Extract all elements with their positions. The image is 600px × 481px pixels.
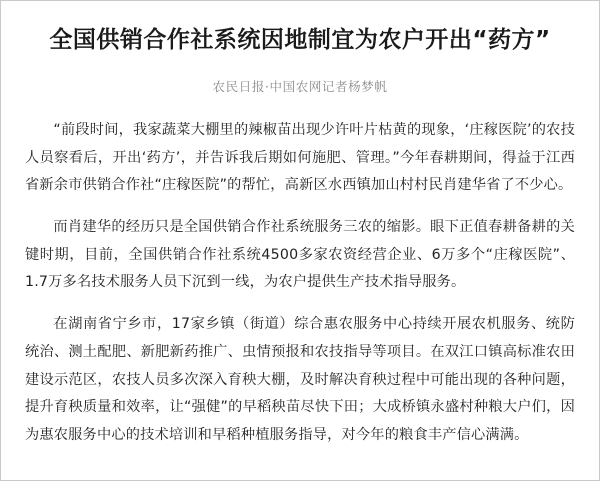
byline bbox=[25, 76, 575, 95]
byline-outlet: 中国农网记者 bbox=[269, 79, 349, 95]
article-paragraph: 而肖建华的经历只是全国供销合作社系统服务三农的缩影。眼下正值春耕备耕的关键时期，目前，全国供销合作社系统4500多家农资经营企业、6万多个“庄稼医院”、1.7万多名技术服务人员下沉到一线，为农户提供生产技术指导服务。 bbox=[25, 219, 575, 291]
byline-author: 杨梦帆 bbox=[348, 79, 388, 95]
page-title: 全国供销合作社系统因地制宜为农户开出“药方” bbox=[49, 27, 551, 53]
article-paragraph: 在湖南省宁乡市，17家乡镇（街道）综合惠农服务中心持续开展农机服务、统防统治、测土配肥、新肥新药推广、虫情预报和农技指导等项目。在双江口镇高标准农田建设示范区，农技人员多次深入育秧大棚，及时解决育秧过程中可能出现的各种问题，提升育秧质量和效率，让“强健”的早稻秧苗尽快下田；大成桥镇永盛村种粮大户们，因为惠农服务中心的技术培训和早稻种植服务指导，对今年的粮食丰产信心满满。 bbox=[25, 316, 575, 443]
article-paragraph: “前段时间，我家蔬菜大棚里的辣椒苗出现少许叶片枯黄的现象，‘庄稼医院’的农技人员察看后，开出‘药方’，并告诉我后期如何施肥、管理。”今年春耕期间，得益于江西省新余市供销合作社“庄稼医院”的帮忙，高新区水西镇加山村村民肖建华省了不少心。 bbox=[25, 122, 575, 194]
byline-source: 农民日报 bbox=[212, 79, 265, 95]
byline-separator: · bbox=[264, 79, 270, 95]
news-article bbox=[1, 1, 599, 460]
article-body bbox=[25, 117, 575, 450]
